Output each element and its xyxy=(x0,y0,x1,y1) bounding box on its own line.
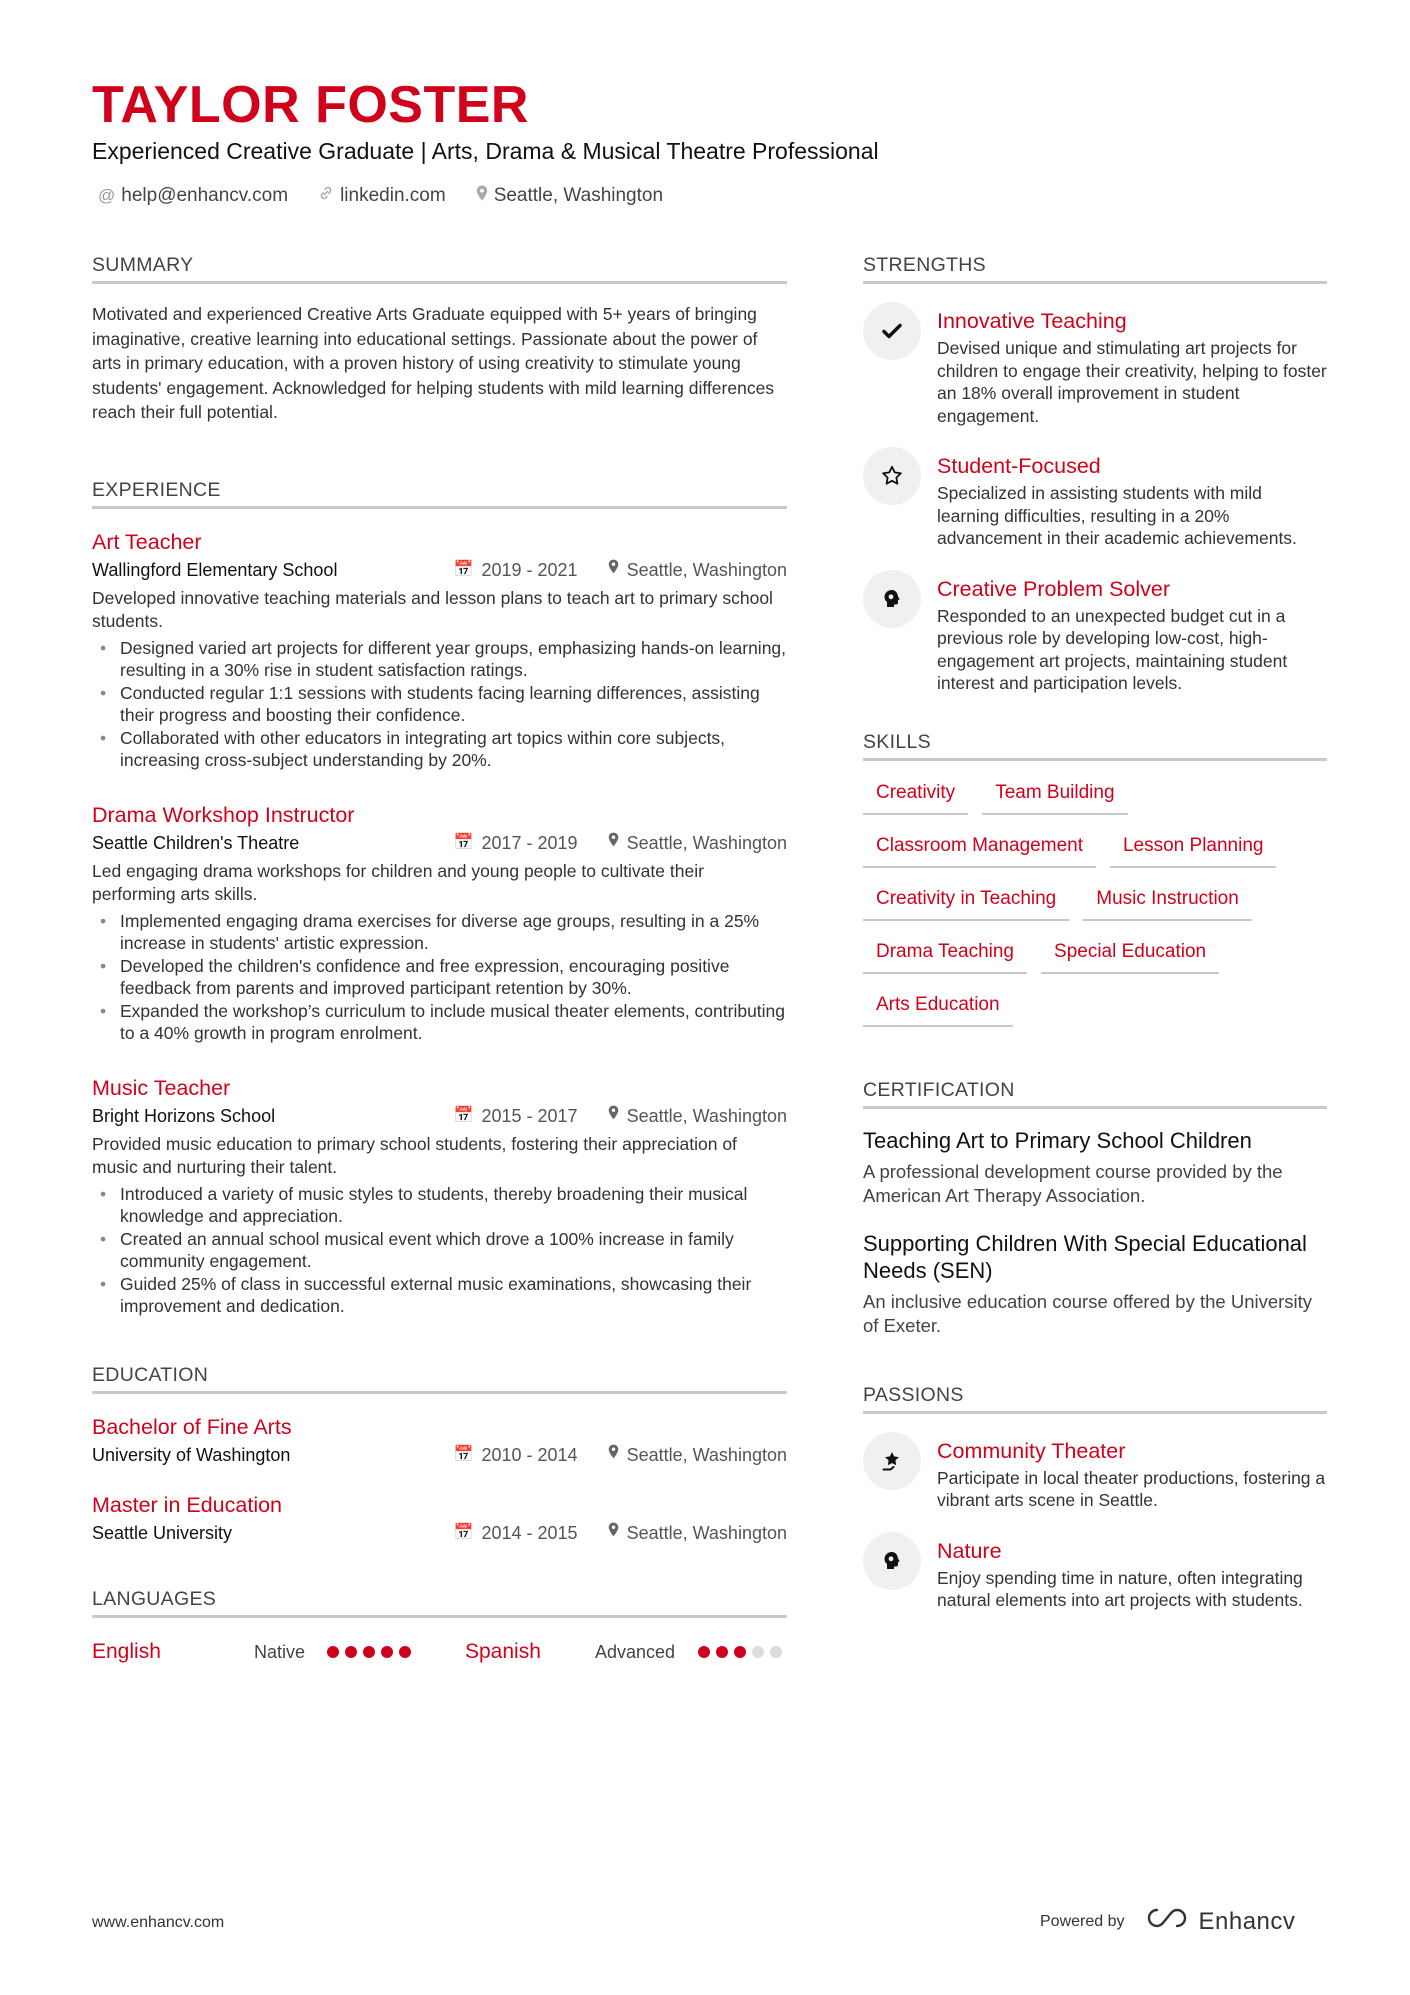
passion-title: Community Theater xyxy=(937,1438,1126,1463)
skills-section xyxy=(863,729,1327,1027)
strength-description: Devised unique and stimulating art projects for children to engage their creativity, helping to foster an 18% overall improvement in student engagement. xyxy=(937,338,1327,426)
skill-tag: Lesson Planning xyxy=(1110,828,1277,868)
certification-entry xyxy=(863,1127,1327,1208)
location-pin-icon xyxy=(608,1520,619,1546)
certification-section xyxy=(863,1077,1327,1338)
education-dates: 2010 - 2014 xyxy=(481,1444,578,1465)
calendar-icon: 📅 xyxy=(453,833,474,851)
job-dates: 2019 - 2021 xyxy=(481,559,578,580)
head-icon xyxy=(863,570,921,628)
job-description: Led engaging drama workshops for children and young people to cultivate their performing arts skills. xyxy=(92,860,704,904)
section-title-languages: LANGUAGES xyxy=(92,1586,787,1618)
company-name: Seattle Children's Theatre xyxy=(92,832,300,853)
strength-title: Creative Problem Solver xyxy=(937,576,1171,601)
passion-item xyxy=(863,1436,1327,1512)
education-location: Seattle, Washington xyxy=(626,1444,787,1465)
star-hand-icon xyxy=(863,1432,921,1490)
linkedin-text: linkedin.com xyxy=(340,185,446,206)
company-name: Wallingford Elementary School xyxy=(92,559,338,580)
powered-by-label: Powered by xyxy=(1040,1912,1125,1930)
languages-row xyxy=(92,1638,787,1666)
degree-title: Bachelor of Fine Arts xyxy=(92,1414,292,1439)
location-pin-icon xyxy=(608,557,619,583)
link-icon xyxy=(318,183,334,209)
language-level: Advanced xyxy=(595,1641,676,1662)
job-location: Seattle, Washington xyxy=(626,1105,787,1126)
skill-tag: Creativity xyxy=(863,775,968,815)
experience-entry xyxy=(92,527,787,772)
school-name: Seattle University xyxy=(92,1522,233,1543)
job-title: Music Teacher xyxy=(92,1075,231,1100)
headline: Experienced Creative Graduate | Arts, Drama & Musical Theatre Professional xyxy=(92,138,879,164)
job-title: Art Teacher xyxy=(92,529,202,554)
bullet-item: • Developed the children's confidence and free expression, encouraging positive feedback from parents and improved participant retention by 30%. xyxy=(120,955,787,1000)
language-name: Spanish xyxy=(465,1639,541,1663)
star-icon xyxy=(863,447,921,505)
language-level: Native xyxy=(254,1641,306,1662)
location-text: Seattle, Washington xyxy=(493,185,664,206)
education-meta xyxy=(92,1520,787,1546)
job-dates: 2017 - 2019 xyxy=(481,832,578,853)
certification-title: Teaching Art to Primary School Children xyxy=(863,1127,1252,1153)
job-meta xyxy=(92,557,787,583)
strength-description: Specialized in assisting students with mild learning difficulties, resulting in a 20% advancement in their academic achievements. xyxy=(937,483,1297,548)
bullet-item: • Guided 25% of class in successful external music examinations, showcasing their improvement and dedication. xyxy=(120,1273,787,1318)
location-pin-icon xyxy=(476,183,488,209)
location-pin-icon xyxy=(608,1103,619,1129)
section-title-summary: SUMMARY xyxy=(92,252,787,284)
job-location: Seattle, Washington xyxy=(626,832,787,853)
education-entry xyxy=(92,1412,787,1468)
job-location: Seattle, Washington xyxy=(626,559,787,580)
contact-email[interactable] xyxy=(98,183,288,209)
school-name: University of Washington xyxy=(92,1444,291,1465)
calendar-icon: 📅 xyxy=(453,560,474,578)
language-name: English xyxy=(92,1639,161,1663)
bullet-item: • Implemented engaging drama exercises for diverse age groups, resulting in a 25% increase in students' artistic expression. xyxy=(120,910,787,955)
contact-linkedin[interactable] xyxy=(318,183,446,209)
section-title-skills: SKILLS xyxy=(863,729,1327,761)
skill-tag: Special Education xyxy=(1041,934,1219,974)
brand-logo[interactable] xyxy=(1145,1906,1296,1937)
rating-dot xyxy=(734,1646,746,1658)
certification-description: An inclusive education course offered by the University of Exeter. xyxy=(863,1290,1313,1336)
section-title-education: EDUCATION xyxy=(92,1362,787,1394)
bullet-item: • Created an annual school musical event which drove a 100% increase in family community engagement. xyxy=(120,1228,787,1273)
section-title-experience: EXPERIENCE xyxy=(92,477,787,509)
skills-list xyxy=(863,775,1327,1027)
experience-entry xyxy=(92,1073,787,1318)
passion-title: Nature xyxy=(937,1538,1002,1563)
strength-item xyxy=(863,451,1327,550)
job-description: Provided music education to primary school students, fostering their appreciation of music and nurturing their talent. xyxy=(92,1133,737,1177)
job-bullets xyxy=(92,637,787,772)
skill-tag: Creativity in Teaching xyxy=(863,881,1069,921)
certification-description: A professional development course provided by the American Art Therapy Association. xyxy=(863,1160,1283,1206)
rating-dot xyxy=(752,1646,764,1658)
rating-dot xyxy=(345,1646,357,1658)
language-rating xyxy=(698,1646,782,1658)
certification-title: Supporting Children With Special Educational Needs (SEN) xyxy=(863,1230,1307,1283)
job-dates: 2015 - 2017 xyxy=(481,1105,578,1126)
check-icon xyxy=(863,302,921,360)
job-meta xyxy=(92,830,787,856)
at-icon: @ xyxy=(98,186,116,205)
bullet-item: • Expanded the workshop’s curriculum to include musical theater elements, contributing to a 40% growth in program enrolment. xyxy=(120,1000,787,1045)
passions-section xyxy=(863,1382,1327,1612)
brand-name: Enhancv xyxy=(1198,1907,1296,1935)
passion-description: Enjoy spending time in nature, often integrating natural elements into art projects with students. xyxy=(937,1567,1303,1610)
section-title-passions: PASSIONS xyxy=(863,1382,1327,1414)
education-location: Seattle, Washington xyxy=(626,1522,787,1543)
passion-item xyxy=(863,1536,1327,1612)
calendar-icon: 📅 xyxy=(453,1523,474,1541)
strength-title: Innovative Teaching xyxy=(937,309,1127,333)
enhancv-logo-icon xyxy=(1145,1906,1189,1937)
languages-section xyxy=(92,1586,787,1666)
rating-dot xyxy=(327,1646,339,1658)
job-bullets xyxy=(92,910,787,1045)
experience-entry xyxy=(92,800,787,1045)
rating-dot xyxy=(770,1646,782,1658)
strengths-section xyxy=(863,252,1327,695)
section-title-certification: CERTIFICATION xyxy=(863,1077,1327,1109)
skill-tag: Classroom Management xyxy=(863,828,1096,868)
degree-title: Master in Education xyxy=(92,1492,283,1517)
rating-dot xyxy=(698,1646,710,1658)
skill-tag: Music Instruction xyxy=(1083,881,1252,921)
calendar-icon: 📅 xyxy=(453,1106,474,1124)
education-entry xyxy=(92,1490,787,1546)
job-meta xyxy=(92,1103,787,1129)
company-name: Bright Horizons School xyxy=(92,1105,276,1126)
rating-dot xyxy=(381,1646,393,1658)
passion-description: Participate in local theater productions, fostering a vibrant arts scene in Seattle. xyxy=(937,1467,1326,1510)
candidate-name: TAYLOR FOSTER xyxy=(92,76,529,134)
location-pin-icon xyxy=(608,1442,619,1468)
education-dates: 2014 - 2015 xyxy=(481,1522,578,1543)
right-column xyxy=(863,252,1327,1664)
experience-section xyxy=(92,477,787,1318)
contact-bar xyxy=(98,183,663,209)
summary-section xyxy=(92,252,787,425)
skill-tag: Drama Teaching xyxy=(863,934,1027,974)
head-icon xyxy=(863,1532,921,1590)
section-title-strengths: STRENGTHS xyxy=(863,252,1327,284)
education-section xyxy=(92,1362,787,1546)
summary-text: Motivated and experienced Creative Arts Graduate equipped with 5+ years of bringing imaginative, creative learning into educational settings. Passionate about the power of arts in primary education, with a proven history of using creativity to stimulate young students' engagement. Acknowledged for helping students with mild learning differences reach their full potential. xyxy=(92,304,775,422)
bullet-item: • Designed varied art projects for different year groups, emphasizing hands-on learning, resulting in a 30% rise in student satisfaction ratings. xyxy=(120,637,787,682)
calendar-icon: 📅 xyxy=(453,1445,474,1463)
contact-location xyxy=(476,183,663,209)
bullet-item: • Conducted regular 1:1 sessions with students facing learning differences, assisting their progress and boosting their confidence. xyxy=(120,682,787,727)
job-bullets xyxy=(92,1183,787,1318)
education-meta xyxy=(92,1442,787,1468)
strength-item xyxy=(863,306,1327,427)
rating-dot xyxy=(363,1646,375,1658)
rating-dot xyxy=(716,1646,728,1658)
strength-item xyxy=(863,574,1327,695)
skill-tag: Team Building xyxy=(982,775,1127,815)
certification-entry xyxy=(863,1230,1327,1338)
skill-tag: Arts Education xyxy=(863,987,1013,1027)
footer-branding xyxy=(1040,1906,1295,1937)
strength-description: Responded to an unexpected budget cut in a previous role by developing low-cost, high-engagement art projects, maintaining student interest and participation levels. xyxy=(937,605,1288,693)
rating-dot xyxy=(399,1646,411,1658)
strength-title: Student-Focused xyxy=(937,454,1101,478)
job-title: Drama Workshop Instructor xyxy=(92,802,355,827)
footer-website[interactable]: www.enhancv.com xyxy=(92,1914,225,1931)
job-description: Developed innovative teaching materials and lesson plans to teach art to primary school students. xyxy=(92,587,773,631)
bullet-item: • Collaborated with other educators in integrating art topics within core subjects, increasing cross-subject understanding by 20%. xyxy=(120,727,787,772)
location-pin-icon xyxy=(608,830,619,856)
left-column xyxy=(92,252,787,1718)
bullet-item: • Introduced a variety of music styles to students, thereby broadening their musical knowledge and appreciation. xyxy=(120,1183,787,1228)
email-text: help@enhancv.com xyxy=(121,185,289,206)
language-rating xyxy=(327,1646,465,1658)
